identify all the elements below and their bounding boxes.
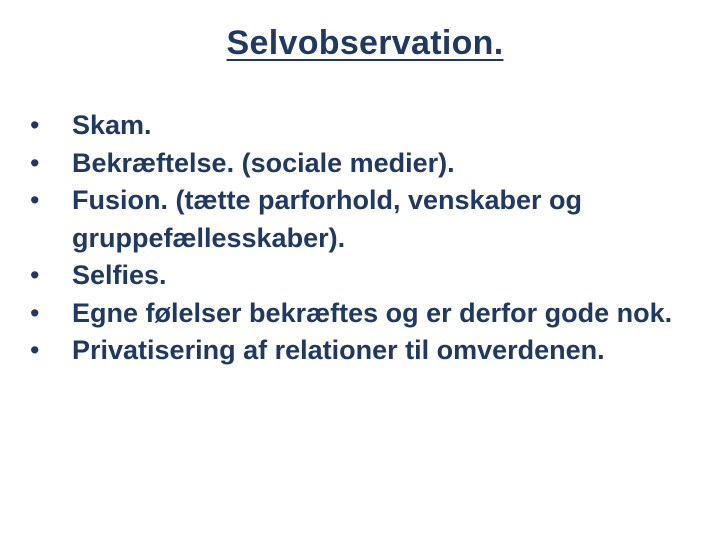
bullet-text: Bekræftelse. (sociale medier). <box>72 147 455 178</box>
slide-title: Selvobservation. <box>226 24 504 62</box>
bullet-text: Egne følelser bekræftes og er derfor gode nok. <box>72 297 673 328</box>
bullet-icon: • <box>30 110 40 140</box>
bullet-text: Fusion. (tætte parforhold, venskaber og gruppefællesskaber). <box>72 185 583 253</box>
bullet-icon: • <box>30 147 40 178</box>
bullet-text: Skam. <box>72 110 152 140</box>
bullet-item-selfies <box>30 257 690 295</box>
bullet-item-egne-foelelser <box>30 295 690 333</box>
bullet-item-skam <box>30 107 690 145</box>
bullet-text: Privatisering af relationer til omverdenen. <box>72 335 605 365</box>
bullet-icon: • <box>30 335 40 365</box>
bullet-icon: • <box>30 185 40 215</box>
bullet-list <box>30 107 690 370</box>
bullet-text: Selfies. <box>72 260 167 290</box>
bullet-item-privatisering <box>30 332 690 370</box>
bullet-icon: • <box>30 260 40 290</box>
bullet-item-fusion <box>30 182 690 257</box>
bullet-icon: • <box>30 297 40 328</box>
bullet-item-bekraeftelse <box>30 145 690 183</box>
